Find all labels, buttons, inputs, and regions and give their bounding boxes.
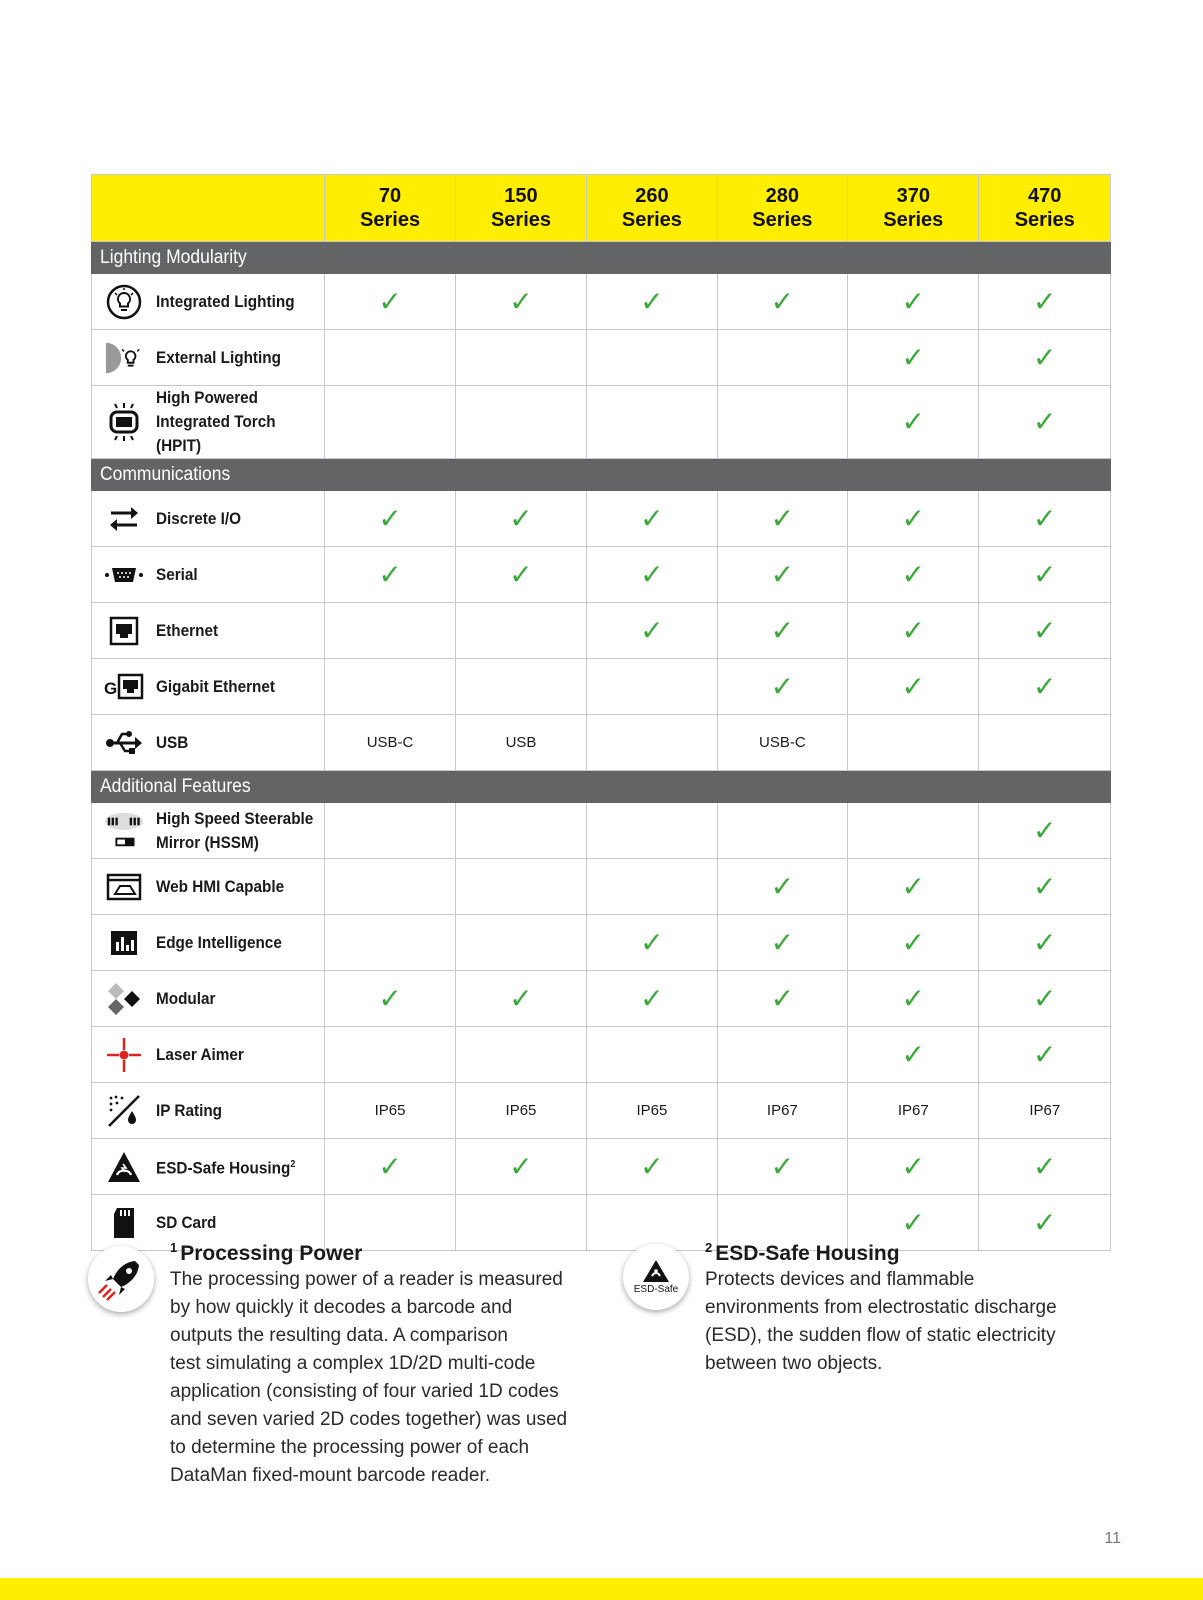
check-icon: ✓ — [587, 1139, 717, 1195]
feature-label: Edge Intelligence — [156, 932, 282, 952]
footnote-line: outputs the resulting data. A comparison — [170, 1325, 508, 1346]
value-cell: USB-C — [717, 715, 847, 771]
edge-chart-icon — [104, 923, 144, 963]
feature-cell — [92, 274, 325, 330]
table-row — [92, 603, 1111, 659]
usb-icon — [104, 723, 144, 763]
feature-label: Integrated Lighting — [156, 291, 295, 311]
column-label: Series — [883, 209, 944, 231]
check-icon: ✓ — [717, 971, 847, 1027]
table-row — [92, 971, 1111, 1027]
empty-cell — [325, 1027, 455, 1083]
check-icon: ✓ — [848, 859, 979, 915]
value-cell: IP65 — [325, 1083, 455, 1139]
value-cell: IP65 — [587, 1083, 717, 1139]
check-icon: ✓ — [587, 491, 717, 547]
column-header-260 — [587, 175, 717, 242]
esd-warning-icon — [104, 1147, 144, 1187]
table-row — [92, 1083, 1111, 1139]
mirror-icon — [104, 811, 144, 851]
rocket-icon — [88, 1246, 154, 1312]
check-icon: ✓ — [979, 1195, 1111, 1251]
section-title-cell — [92, 242, 1111, 274]
check-icon: ✓ — [717, 547, 847, 603]
footnote-line: application (consisting of four varied 1D codes — [170, 1381, 559, 1402]
empty-cell — [587, 1195, 717, 1251]
empty-cell — [325, 915, 455, 971]
feature-label: Laser Aimer — [156, 1044, 244, 1064]
table-row — [92, 715, 1111, 771]
section-header-communications — [92, 459, 1111, 491]
check-icon: ✓ — [848, 603, 979, 659]
footnote-line: DataMan fixed-mount barcode reader. — [170, 1465, 491, 1486]
section-title-cell — [92, 459, 1111, 491]
sd-card-icon — [104, 1203, 144, 1243]
value-cell: USB-C — [325, 715, 455, 771]
check-icon: ✓ — [979, 971, 1111, 1027]
empty-cell — [325, 859, 455, 915]
column-header-280 — [717, 175, 847, 242]
value-cell: IP67 — [717, 1083, 847, 1139]
web-hmi-icon — [104, 867, 144, 907]
column-header-470 — [979, 175, 1111, 242]
footnote-body — [170, 1266, 590, 1490]
check-icon: ✓ — [717, 659, 847, 715]
empty-cell — [717, 803, 847, 859]
check-icon: ✓ — [848, 491, 979, 547]
section-title-cell — [92, 771, 1111, 803]
empty-cell — [587, 386, 717, 459]
column-number: 370 — [896, 185, 930, 207]
check-icon: ✓ — [717, 274, 847, 330]
feature-cell — [92, 659, 325, 715]
check-icon: ✓ — [979, 386, 1111, 459]
table-row — [92, 803, 1111, 859]
column-header-70 — [325, 175, 455, 242]
empty-cell — [325, 803, 455, 859]
value-cell: IP67 — [979, 1083, 1111, 1139]
check-icon: ✓ — [848, 971, 979, 1027]
footnote-line: environments from electrostatic discharge — [705, 1297, 1057, 1318]
check-icon: ✓ — [848, 659, 979, 715]
footnote-body — [705, 1266, 1085, 1378]
column-label: Series — [621, 209, 682, 231]
feature-cell — [92, 915, 325, 971]
empty-cell — [587, 859, 717, 915]
check-icon: ✓ — [979, 603, 1111, 659]
check-icon: ✓ — [979, 659, 1111, 715]
modular-diamonds-icon — [104, 979, 144, 1019]
check-icon: ✓ — [979, 547, 1111, 603]
footnote-line: (ESD), the sudden flow of static electricity — [705, 1325, 1056, 1346]
column-label: Series — [752, 209, 813, 231]
empty-cell — [455, 330, 586, 386]
table-row — [92, 386, 1111, 459]
feature-label: Serial — [156, 564, 198, 584]
feature-label: Web HMI Capable — [156, 876, 285, 896]
check-icon: ✓ — [455, 1139, 586, 1195]
empty-cell — [455, 603, 586, 659]
empty-cell — [587, 1027, 717, 1083]
footnote-line: and seven varied 2D codes together) was used — [170, 1409, 568, 1430]
section-header-additional-features — [92, 771, 1111, 803]
check-icon: ✓ — [455, 274, 586, 330]
header-row — [92, 175, 1111, 242]
external-light-icon — [104, 338, 144, 378]
check-icon: ✓ — [587, 971, 717, 1027]
feature-label: USB — [156, 732, 189, 752]
check-icon: ✓ — [848, 330, 979, 386]
value-cell: IP67 — [848, 1083, 979, 1139]
check-icon: ✓ — [325, 971, 455, 1027]
section-title: Lighting Modularity — [100, 246, 247, 268]
column-header-150 — [455, 175, 586, 242]
page-number: 11 — [1104, 1530, 1121, 1547]
serial-port-icon — [104, 555, 144, 595]
esd-safe-badge-icon — [623, 1244, 689, 1310]
check-icon: ✓ — [848, 915, 979, 971]
check-icon: ✓ — [325, 1139, 455, 1195]
footnote-title — [170, 1240, 590, 1266]
check-icon: ✓ — [717, 859, 847, 915]
check-icon: ✓ — [325, 547, 455, 603]
check-icon: ✓ — [717, 1139, 847, 1195]
footnote-line: test simulating a complex 1D/2D multi-code — [170, 1353, 536, 1374]
feature-cell — [92, 330, 325, 386]
check-icon: ✓ — [587, 603, 717, 659]
lightbulb-icon — [104, 282, 144, 322]
check-icon: ✓ — [717, 915, 847, 971]
empty-cell — [587, 803, 717, 859]
check-icon: ✓ — [325, 274, 455, 330]
feature-label: SD Card — [156, 1212, 217, 1232]
empty-cell — [979, 715, 1111, 771]
feature-label: Gigabit Ethernet — [156, 676, 276, 696]
bottom-accent-bar — [0, 1578, 1203, 1600]
empty-cell — [455, 859, 586, 915]
feature-label: Discrete I/O — [156, 508, 242, 528]
feature-cell — [92, 1083, 325, 1139]
empty-cell — [325, 659, 455, 715]
column-label: Series — [360, 209, 421, 231]
check-icon: ✓ — [848, 274, 979, 330]
feature-cell — [92, 715, 325, 771]
section-header-lighting-modularity — [92, 242, 1111, 274]
laser-crosshair-icon — [104, 1035, 144, 1075]
check-icon: ✓ — [979, 1027, 1111, 1083]
table-row — [92, 547, 1111, 603]
check-icon: ✓ — [979, 859, 1111, 915]
feature-label: ESD-Safe Housing$^2$ — [156, 1158, 296, 1178]
column-label: Series — [490, 209, 552, 231]
section-title: Communications — [100, 463, 231, 485]
column-number: 150 — [504, 185, 538, 207]
footnote-processing-power — [170, 1240, 590, 1490]
comparison-table — [91, 174, 1111, 1251]
check-icon: ✓ — [979, 491, 1111, 547]
empty-cell — [455, 915, 586, 971]
check-icon: ✓ — [848, 1027, 979, 1083]
feature-cell — [92, 603, 325, 659]
check-icon: ✓ — [587, 547, 717, 603]
footnote-line: between two objects. — [705, 1353, 883, 1374]
gigabit-ethernet-icon — [104, 667, 144, 707]
empty-cell — [455, 803, 586, 859]
table-row — [92, 859, 1111, 915]
footnote-line: by how quickly it decodes a barcode and — [170, 1297, 513, 1318]
footnote-esd-safe-housing — [705, 1240, 1085, 1378]
feature-label: External Lighting — [156, 347, 281, 367]
table-row — [92, 274, 1111, 330]
empty-cell — [455, 659, 586, 715]
footnote-title-text: Processing Power — [180, 1242, 363, 1265]
footnote-title-text: ESD-Safe Housing — [715, 1242, 900, 1265]
header-corner — [92, 175, 325, 242]
value-cell: USB — [455, 715, 586, 771]
footnote-line: The processing power of a reader is measured — [170, 1269, 563, 1290]
empty-cell — [587, 715, 717, 771]
feature-label: Ethernet — [156, 620, 219, 640]
footnote-line: to determine the processing power of each — [170, 1437, 530, 1458]
empty-cell — [587, 330, 717, 386]
feature-cell — [92, 859, 325, 915]
check-icon: ✓ — [717, 603, 847, 659]
empty-cell — [848, 715, 979, 771]
feature-label: Modular — [156, 988, 216, 1008]
feature-cell — [92, 386, 325, 459]
arrows-exchange-icon — [104, 499, 144, 539]
check-icon: ✓ — [587, 915, 717, 971]
empty-cell — [717, 386, 847, 459]
check-icon: ✓ — [455, 971, 586, 1027]
empty-cell — [455, 386, 586, 459]
footnote-sup: 2 — [705, 1240, 713, 1255]
value-cell: IP65 — [455, 1083, 586, 1139]
column-number: 280 — [765, 185, 800, 207]
check-icon: ✓ — [979, 330, 1111, 386]
ethernet-icon — [104, 611, 144, 651]
feature-cell — [92, 547, 325, 603]
esd-badge-label: ESD-Safe — [633, 1284, 679, 1295]
check-icon: ✓ — [848, 386, 979, 459]
check-icon: ✓ — [848, 1139, 979, 1195]
check-icon: ✓ — [979, 915, 1111, 971]
table-row — [92, 330, 1111, 386]
check-icon: ✓ — [455, 547, 586, 603]
check-icon: ✓ — [325, 491, 455, 547]
svg-text:G: G — [104, 678, 118, 698]
empty-cell — [455, 1027, 586, 1083]
empty-cell — [325, 330, 455, 386]
empty-cell — [717, 1027, 847, 1083]
check-icon: ✓ — [455, 491, 586, 547]
feature-cell — [92, 491, 325, 547]
torch-icon — [104, 402, 144, 442]
feature-label: IP Rating — [156, 1100, 223, 1120]
table-row — [92, 491, 1111, 547]
column-number: 260 — [635, 185, 669, 207]
check-icon: ✓ — [587, 274, 717, 330]
ip-rating-icon — [104, 1091, 144, 1131]
check-icon: ✓ — [848, 547, 979, 603]
feature-cell — [92, 1027, 325, 1083]
feature-cell — [92, 1139, 325, 1195]
check-icon: ✓ — [979, 274, 1111, 330]
column-number: 470 — [1028, 185, 1062, 207]
table-row — [92, 1027, 1111, 1083]
feature-cell — [92, 971, 325, 1027]
feature-cell — [92, 803, 325, 859]
empty-cell — [325, 386, 455, 459]
check-icon: ✓ — [717, 491, 847, 547]
empty-cell — [717, 330, 847, 386]
check-icon: ✓ — [979, 803, 1111, 859]
empty-cell — [587, 659, 717, 715]
check-icon: ✓ — [848, 1195, 979, 1251]
footnote-title — [705, 1240, 1085, 1266]
table-row — [92, 659, 1111, 715]
empty-cell — [325, 603, 455, 659]
section-title: Additional Features — [100, 775, 251, 797]
column-number: 70 — [378, 185, 402, 207]
table-row — [92, 1139, 1111, 1195]
table-row — [92, 915, 1111, 971]
footnote-sup: 1 — [170, 1240, 178, 1255]
empty-cell — [848, 803, 979, 859]
footnote-line: Protects devices and flammable — [705, 1269, 975, 1290]
feature-label: High Powered Integrated Torch (HPIT) — [156, 388, 276, 455]
check-icon: ✓ — [979, 1139, 1111, 1195]
column-label: Series — [1014, 209, 1075, 231]
feature-label: High Speed Steerable Mirror (HSSM) — [156, 808, 314, 852]
column-header-370 — [848, 175, 979, 242]
